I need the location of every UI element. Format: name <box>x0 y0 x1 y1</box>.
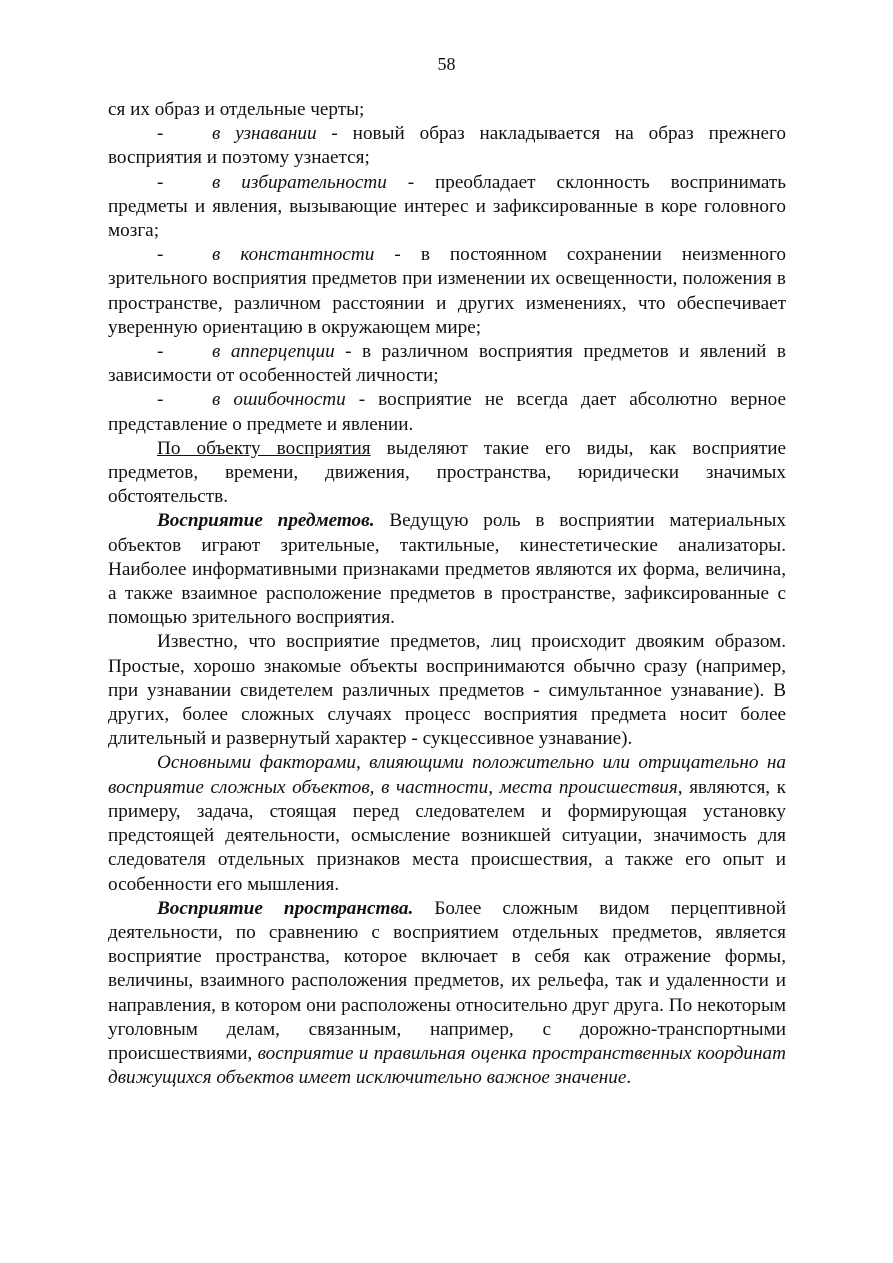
document-body <box>108 98 786 1090</box>
list-item-text: - восприятие не всегда дает абсолютно верное представление о предмете и явлении. <box>108 389 786 435</box>
list-item-apperception <box>108 340 786 388</box>
list-item-text: - в различном восприятия предметов и явлений в зависимости от особенностей личности; <box>108 341 786 387</box>
paragraph-space-perception <box>108 897 786 1091</box>
paragraph-recognition-modes <box>108 630 786 751</box>
paragraph-text: Известно, что восприятие предметов, лиц происходит двояким образом. Простые, хорошо знакомые объекты воспринимаются обычно сразу (например, при узнавании свидетелем различных предметов - симультанное узнавание). В других, более сложных случаях процесс восприятия предмета носит более длительный и развернутый характер - сукцессивное узнавание). <box>108 631 786 750</box>
italic-phrase: Основными факторами, влияющими положительно или отрицательно на восприятие сложных объектов, в частности, места происшествия <box>108 752 786 798</box>
underlined-term: По объекту восприятия <box>157 437 371 459</box>
paragraph-continuation <box>108 98 786 122</box>
list-item-text: - преобладает склонность воспринимать предметы и явления, вызывающие интерес и зафиксированные в коре головного мозга; <box>108 171 786 242</box>
paragraph-object-perception <box>108 509 786 630</box>
list-item-recognition <box>108 122 786 170</box>
list-item-term: в константности <box>212 244 375 266</box>
list-item-term: в ошибочности <box>212 389 346 411</box>
paragraph-text: ся их образ и отдельные черты; <box>108 99 365 120</box>
italic-phrase: восприятие и правильная оценка пространственных координат движущихся объектов имеет исключительно важное значение <box>108 1042 786 1089</box>
page-number: 58 <box>437 54 456 74</box>
bullet-dash: - <box>157 341 164 363</box>
bullet-dash: - <box>157 389 164 411</box>
list-item-selectivity <box>108 171 786 244</box>
list-item-term: в узнавании <box>212 123 317 145</box>
bullet-dash: - <box>157 123 164 145</box>
list-item-fallibility <box>108 388 786 436</box>
section-heading-space: Восприятие пространства. <box>157 897 414 919</box>
bullet-dash: - <box>157 171 164 193</box>
list-item-constancy <box>108 243 786 340</box>
section-heading-objects: Восприятие предметов. <box>157 510 375 532</box>
list-item-term: в избирательности <box>212 171 387 193</box>
paragraph-object-types <box>108 437 786 510</box>
paragraph-text: Ведущую роль в восприятии материальных объектов играют зрительные, тактильные, кинестетические анализаторы. Наиболее информативными признаками предметов являются их форма, величина, а также взаимное расположение предметов в пространстве, зафиксированные с помощью зрительного восприятия. <box>108 510 786 629</box>
bullet-dash: - <box>157 244 164 266</box>
list-item-text: - новый образ накладывается на образ прежнего восприятия и поэтому узнается; <box>108 123 786 169</box>
list-item-text: - в постоянном сохранении неизменного зрительного восприятия предметов при изменении их освещенности, положения в пространстве, различном расстоянии и других изменениях, что обеспечивает уверенную ориентацию в окружающем мире; <box>108 244 786 338</box>
paragraph-text: . <box>626 1067 632 1089</box>
paragraph-text: , являются, к примеру, задача, стоящая перед следователем и формирующая установку предстоящей деятельности, осмысление возникшей ситуации, значимость для следователя отдельных признаков места происшествия, а также его опыт и особенности его мышления. <box>108 776 787 895</box>
paragraph-text: Более сложным видом перцептивной деятельности, по сравнению с восприятием отдельных предметов, является восприятие пространства, которое включает в себя как отражение формы, величины, взаимного расположения предметов, их рельефа, так и удаленности и направления, в котором они расположены относительно друг друга. По некоторым уголовным делам, связанным, например, с дорожно-транспортными происшествиями, <box>108 897 786 1064</box>
list-item-term: в апперцепции <box>212 341 335 363</box>
paragraph-text: выделяют такие его виды, как восприятие предметов, времени, движения, пространства, юридически значимых обстоятельств. <box>108 437 786 508</box>
paragraph-factors <box>108 751 786 896</box>
